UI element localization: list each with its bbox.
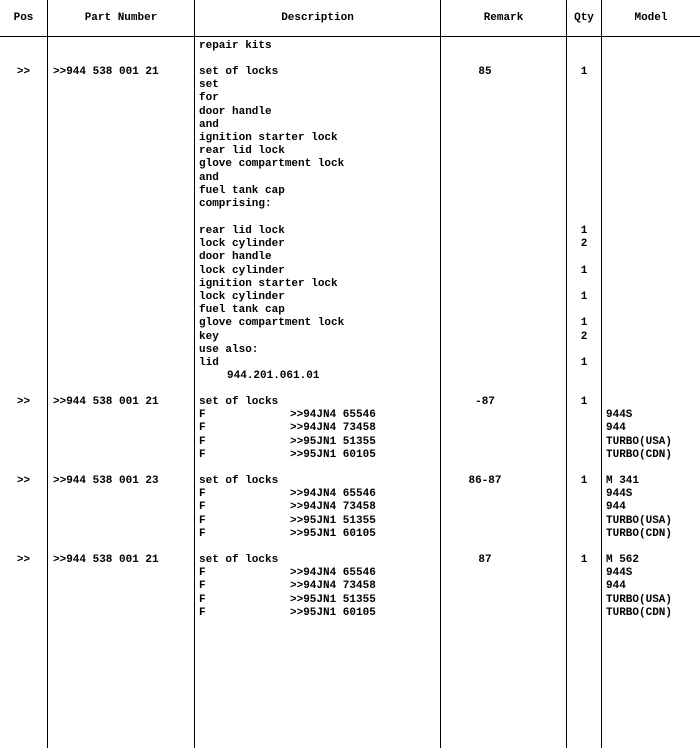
model-value: M 562 <box>606 554 640 566</box>
f-code: F <box>199 488 206 501</box>
model-value: TURBO(CDN) <box>606 448 673 461</box>
model-value: 944S <box>606 567 633 580</box>
description-line: set of locks <box>199 475 279 487</box>
pos-marker: >> <box>16 396 31 408</box>
f-code: F <box>199 435 206 448</box>
model-value: 944S <box>606 409 633 422</box>
model-value: 944S <box>606 488 633 501</box>
description-line: and <box>199 171 219 184</box>
component-line: lock cylinder <box>199 291 285 303</box>
remark-value: 85 <box>478 66 492 78</box>
part-number: >>944 538 001 21 <box>53 554 159 566</box>
part-number: >>944 538 001 21 <box>53 66 159 78</box>
description-line: set <box>199 79 219 92</box>
column-divider <box>47 0 48 748</box>
f-code: F <box>199 501 206 514</box>
component-line: ignition starter lock <box>199 277 338 290</box>
description-line: door handle <box>199 105 272 118</box>
component-line: door handle <box>199 251 272 264</box>
reference-number: 944.201.061.01 <box>227 370 320 383</box>
vin-range: >>94JN4 73458 <box>290 501 376 514</box>
component-line: lid <box>199 357 219 369</box>
model-value: M 341 <box>606 475 640 487</box>
f-code: F <box>199 606 206 619</box>
description-line: rear lid lock <box>199 145 285 158</box>
model-value: TURBO(CDN) <box>606 606 673 619</box>
description-line: ignition starter lock <box>199 132 338 144</box>
component-line: fuel tank cap <box>199 304 285 317</box>
vin-range: >>94JN4 73458 <box>290 580 376 593</box>
component-qty: 1 <box>580 225 588 237</box>
vin-range: >>94JN4 73458 <box>290 422 376 435</box>
f-code: F <box>199 593 206 606</box>
qty-value: 1 <box>580 396 588 408</box>
f-code: F <box>199 527 206 540</box>
pos-marker: >> <box>16 475 31 487</box>
f-code: F <box>199 580 206 593</box>
part-number: >>944 538 001 23 <box>53 475 159 487</box>
remark-value: 86-87 <box>468 475 502 487</box>
model-value: 944 <box>606 580 626 593</box>
vin-range: >>95JN1 51355 <box>290 593 376 606</box>
column-divider <box>601 0 602 748</box>
header-remark: Remark <box>483 12 524 24</box>
component-line: lock cylinder <box>199 264 285 277</box>
model-value: TURBO(USA) <box>606 435 673 448</box>
component-line: rear lid lock <box>199 225 285 237</box>
f-code: F <box>199 409 206 422</box>
f-code: F <box>199 422 206 435</box>
description-line: set of locks <box>199 66 279 78</box>
model-value: 944 <box>606 422 626 435</box>
description-line: for <box>199 92 219 105</box>
description-line: set of locks <box>199 554 279 566</box>
description-line: fuel tank cap <box>199 184 285 197</box>
header-qty: Qty <box>574 12 594 24</box>
component-qty: 1 <box>580 264 588 277</box>
qty-value: 1 <box>580 66 588 78</box>
description-line: comprising: <box>199 198 272 210</box>
f-code: F <box>199 448 206 461</box>
header-pos: Pos <box>13 12 34 24</box>
model-value: 944 <box>606 501 626 514</box>
component-line: key <box>199 330 219 343</box>
vin-range: >>94JN4 65546 <box>290 488 376 501</box>
component-line: use also: <box>199 343 259 356</box>
f-code: F <box>199 567 206 580</box>
vin-range: >>94JN4 65546 <box>290 409 376 422</box>
pos-marker: >> <box>16 66 31 78</box>
vin-range: >>95JN1 60105 <box>290 606 376 619</box>
section-title: repair kits <box>199 40 272 52</box>
model-value: TURBO(CDN) <box>606 527 673 540</box>
remark-value: 87 <box>478 554 492 566</box>
column-divider <box>440 0 441 748</box>
qty-value: 1 <box>580 554 588 566</box>
vin-range: >>95JN1 51355 <box>290 514 376 527</box>
vin-range: >>95JN1 51355 <box>290 435 376 448</box>
header-part-number: Part Number <box>84 12 158 24</box>
component-qty: 1 <box>580 317 588 330</box>
vin-range: >>95JN1 60105 <box>290 527 376 540</box>
qty-value: 1 <box>580 475 588 487</box>
description-line: set of locks <box>199 396 279 408</box>
f-code: F <box>199 514 206 527</box>
header-model: Model <box>634 12 668 24</box>
pos-marker: >> <box>16 554 31 566</box>
column-divider <box>194 0 195 748</box>
description-line: and <box>199 118 219 131</box>
component-qty: 1 <box>580 357 588 369</box>
table-header <box>0 0 700 37</box>
vin-range: >>95JN1 60105 <box>290 448 376 461</box>
header-description: Description <box>281 12 354 24</box>
vin-range: >>94JN4 65546 <box>290 567 376 580</box>
remark-value: -87 <box>475 396 495 408</box>
component-qty: 1 <box>580 291 588 303</box>
column-divider <box>566 0 567 748</box>
component-qty: 2 <box>580 330 588 343</box>
component-qty: 2 <box>580 238 588 251</box>
model-value: TURBO(USA) <box>606 514 673 527</box>
part-number: >>944 538 001 21 <box>53 396 159 408</box>
component-line: glove compartment lock <box>199 317 345 330</box>
description-line: glove compartment lock <box>199 158 345 171</box>
model-value: TURBO(USA) <box>606 593 673 606</box>
component-line: lock cylinder <box>199 238 285 251</box>
